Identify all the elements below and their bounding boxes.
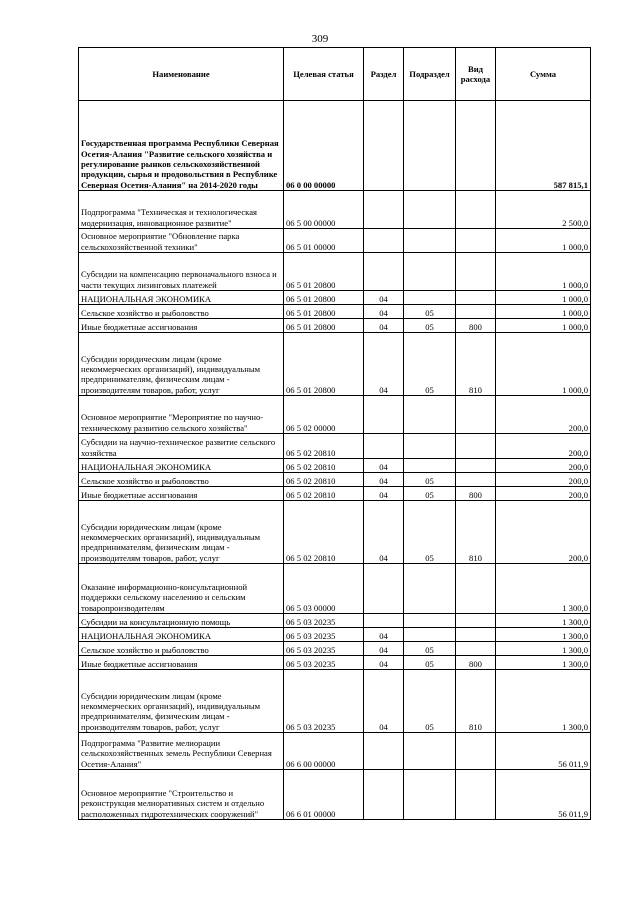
- row-name: Основное мероприятие "Обновление парка сельскохозяйственной техники": [79, 229, 284, 253]
- table-row: [79, 319, 591, 333]
- row-sum: 1 300,0: [496, 564, 591, 614]
- row-kind: 800: [456, 656, 496, 670]
- row-target: 06 5 02 20810: [284, 487, 364, 501]
- table-row: [79, 733, 591, 770]
- row-target: 06 5 03 00000: [284, 564, 364, 614]
- row-kind: 800: [456, 319, 496, 333]
- row-target: 06 6 00 00000: [284, 733, 364, 770]
- table-row: [79, 628, 591, 642]
- row-kind: [456, 396, 496, 434]
- row-target: 06 5 01 20800: [284, 319, 364, 333]
- row-section: [364, 614, 404, 628]
- header-target: Целевая статья: [284, 48, 364, 101]
- row-kind: [456, 473, 496, 487]
- row-name: Сельское хозяйство и рыболовство: [79, 305, 284, 319]
- table-row: [79, 564, 591, 614]
- row-kind: [456, 305, 496, 319]
- row-name: Основное мероприятие "Строительство и реконструкция мелиоративных систем и отдельно расположенных гидротехнических сооружений": [79, 770, 284, 820]
- row-kind: [456, 770, 496, 820]
- header-section: Раздел: [364, 48, 404, 101]
- row-sum: 1 000,0: [496, 291, 591, 305]
- row-subsection: 05: [404, 501, 456, 564]
- row-name: НАЦИОНАЛЬНАЯ ЭКОНОМИКА: [79, 628, 284, 642]
- row-sum: 200,0: [496, 396, 591, 434]
- row-sum: 56 011,9: [496, 770, 591, 820]
- row-subsection: [404, 733, 456, 770]
- table-row: [79, 191, 591, 229]
- table-row: [79, 642, 591, 656]
- table-row: [79, 656, 591, 670]
- table-row: [79, 333, 591, 396]
- row-sum: 1 300,0: [496, 656, 591, 670]
- row-section: [364, 434, 404, 459]
- row-target: 06 5 02 20810: [284, 501, 364, 564]
- row-sum: 56 011,9: [496, 733, 591, 770]
- row-kind: [456, 101, 496, 191]
- table-row: [79, 101, 591, 191]
- row-sum: 200,0: [496, 487, 591, 501]
- row-target: 06 6 01 00000: [284, 770, 364, 820]
- row-name: Подпрограмма "Техническая и технологическая модернизация, инновационное развитие": [79, 191, 284, 229]
- header-subsection: Подраздел: [404, 48, 456, 101]
- row-target: 06 0 00 00000: [284, 101, 364, 191]
- row-name: Сельское хозяйство и рыболовство: [79, 473, 284, 487]
- table-row: [79, 459, 591, 473]
- row-subsection: 05: [404, 487, 456, 501]
- row-subsection: 05: [404, 473, 456, 487]
- row-target: 06 5 03 20235: [284, 670, 364, 733]
- row-subsection: 05: [404, 319, 456, 333]
- row-name: Подпрограмма "Развитие мелиорации сельскохозяйственных земель Республики Северная Осетия-Алания": [79, 733, 284, 770]
- table-row: [79, 396, 591, 434]
- row-sum: 1 000,0: [496, 253, 591, 291]
- table-row: [79, 614, 591, 628]
- row-kind: [456, 628, 496, 642]
- row-section: 04: [364, 628, 404, 642]
- header-name: Наименование: [79, 48, 284, 101]
- row-name: Иные бюджетные ассигнования: [79, 487, 284, 501]
- row-target: 06 5 03 20235: [284, 614, 364, 628]
- row-subsection: [404, 191, 456, 229]
- header-row: [79, 48, 591, 101]
- row-subsection: 05: [404, 670, 456, 733]
- row-section: 04: [364, 473, 404, 487]
- row-target: 06 5 01 20800: [284, 253, 364, 291]
- row-name: Субсидии на консультационную помощь: [79, 614, 284, 628]
- row-name: Субсидии на научно-техническое развитие сельского хозяйства: [79, 434, 284, 459]
- row-subsection: 05: [404, 333, 456, 396]
- row-sum: 1 000,0: [496, 305, 591, 319]
- row-kind: [456, 459, 496, 473]
- row-name: Субсидии юридическим лицам (кроме некоммерческих организаций), индивидуальным предпринимателям, физическим лицам - производителям товаров, работ, услуг: [79, 670, 284, 733]
- row-target: 06 5 02 20810: [284, 434, 364, 459]
- row-kind: [456, 191, 496, 229]
- row-section: [364, 253, 404, 291]
- row-sum: 1 000,0: [496, 229, 591, 253]
- row-sum: 200,0: [496, 473, 591, 487]
- table-row: [79, 487, 591, 501]
- row-section: 04: [364, 642, 404, 656]
- row-kind: [456, 564, 496, 614]
- row-section: 04: [364, 305, 404, 319]
- table-row: [79, 473, 591, 487]
- row-subsection: [404, 253, 456, 291]
- row-section: 04: [364, 333, 404, 396]
- row-target: 06 5 01 20800: [284, 291, 364, 305]
- table-row: [79, 670, 591, 733]
- row-sum: 587 815,1: [496, 101, 591, 191]
- row-subsection: [404, 459, 456, 473]
- row-section: [364, 229, 404, 253]
- row-section: 04: [364, 459, 404, 473]
- row-target: 06 5 02 00000: [284, 396, 364, 434]
- header-kind: Вид расхода: [456, 48, 496, 101]
- row-sum: 1 300,0: [496, 614, 591, 628]
- row-subsection: 05: [404, 305, 456, 319]
- row-kind: 810: [456, 333, 496, 396]
- row-kind: 800: [456, 487, 496, 501]
- table-row: [79, 253, 591, 291]
- row-section: [364, 396, 404, 434]
- row-section: 04: [364, 319, 404, 333]
- table-row: [79, 229, 591, 253]
- row-subsection: [404, 396, 456, 434]
- row-kind: 810: [456, 501, 496, 564]
- table-row: [79, 501, 591, 564]
- row-kind: [456, 229, 496, 253]
- row-subsection: [404, 101, 456, 191]
- budget-table: [78, 47, 591, 820]
- row-name: Основное мероприятие "Мероприятие по научно-техническому развитию сельского хозяйства": [79, 396, 284, 434]
- row-target: 06 5 01 20800: [284, 305, 364, 319]
- table-row: [79, 770, 591, 820]
- row-target: 06 5 00 00000: [284, 191, 364, 229]
- row-name: Оказание информационно-консультационной поддержки сельскому населению и сельским товаропроизводителям: [79, 564, 284, 614]
- row-subsection: 05: [404, 656, 456, 670]
- row-section: 04: [364, 291, 404, 305]
- row-section: 04: [364, 501, 404, 564]
- row-name: Сельское хозяйство и рыболовство: [79, 642, 284, 656]
- row-sum: 1 300,0: [496, 628, 591, 642]
- row-sum: 200,0: [496, 434, 591, 459]
- header-sum: Сумма: [496, 48, 591, 101]
- row-name: Иные бюджетные ассигнования: [79, 319, 284, 333]
- row-sum: 1 300,0: [496, 642, 591, 656]
- row-name: Субсидии на компенсацию первоначального взноса и части текущих лизинговых платежей: [79, 253, 284, 291]
- row-kind: [456, 733, 496, 770]
- row-kind: [456, 253, 496, 291]
- row-subsection: [404, 628, 456, 642]
- row-sum: 200,0: [496, 459, 591, 473]
- page-number: 309: [311, 33, 329, 45]
- row-name: Субсидии юридическим лицам (кроме некоммерческих организаций), индивидуальным предпринимателям, физическим лицам - производителям товаров, работ, услуг: [79, 333, 284, 396]
- row-sum: 1 000,0: [496, 333, 591, 396]
- row-target: 06 5 01 20800: [284, 333, 364, 396]
- row-sum: 200,0: [496, 501, 591, 564]
- table-row: [79, 434, 591, 459]
- row-subsection: [404, 564, 456, 614]
- row-section: 04: [364, 670, 404, 733]
- table-row: [79, 291, 591, 305]
- row-subsection: [404, 229, 456, 253]
- row-subsection: [404, 614, 456, 628]
- row-name: Государственная программа Республики Северная Осетия-Алания "Развитие сельского хозяйства и регулирование рынков сельскохозяйственной продукции, сырья и продовольствия в Республике Северная Осетия-Алания" на 2014-2020 годы: [79, 101, 284, 191]
- row-subsection: [404, 434, 456, 459]
- row-target: 06 5 03 20235: [284, 642, 364, 656]
- row-name: НАЦИОНАЛЬНАЯ ЭКОНОМИКА: [79, 459, 284, 473]
- row-subsection: 05: [404, 642, 456, 656]
- row-section: [364, 101, 404, 191]
- row-sum: 1 000,0: [496, 319, 591, 333]
- row-target: 06 5 03 20235: [284, 656, 364, 670]
- row-name: НАЦИОНАЛЬНАЯ ЭКОНОМИКА: [79, 291, 284, 305]
- row-subsection: [404, 770, 456, 820]
- row-target: 06 5 01 00000: [284, 229, 364, 253]
- row-section: 04: [364, 656, 404, 670]
- row-kind: 810: [456, 670, 496, 733]
- table-row: [79, 305, 591, 319]
- row-kind: [456, 434, 496, 459]
- row-sum: 1 300,0: [496, 670, 591, 733]
- row-subsection: [404, 291, 456, 305]
- row-name: Иные бюджетные ассигнования: [79, 656, 284, 670]
- row-section: [364, 564, 404, 614]
- row-kind: [456, 614, 496, 628]
- row-section: [364, 770, 404, 820]
- row-name: Субсидии юридическим лицам (кроме некоммерческих организаций), индивидуальным предпринимателям, физическим лицам - производителям товаров, работ, услуг: [79, 501, 284, 564]
- row-section: [364, 191, 404, 229]
- row-target: 06 5 02 20810: [284, 459, 364, 473]
- row-sum: 2 500,0: [496, 191, 591, 229]
- row-target: 06 5 03 20235: [284, 628, 364, 642]
- row-section: 04: [364, 487, 404, 501]
- row-kind: [456, 642, 496, 656]
- row-section: [364, 733, 404, 770]
- row-target: 06 5 02 20810: [284, 473, 364, 487]
- row-kind: [456, 291, 496, 305]
